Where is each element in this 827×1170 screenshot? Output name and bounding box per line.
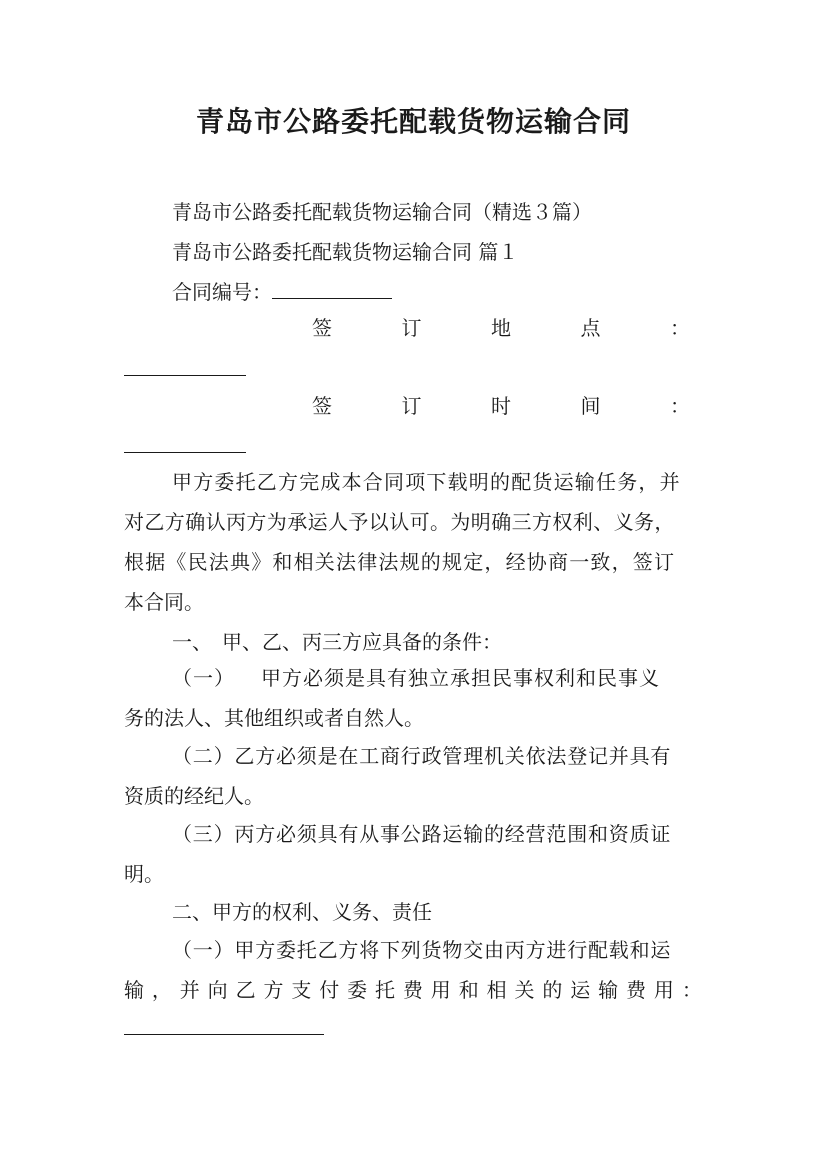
item-1-char: 输 <box>124 978 144 1002</box>
item-1-char: 并 <box>179 978 200 1002</box>
item-1-char: 用 <box>430 978 451 1002</box>
sign-time-char: 签 <box>312 394 332 418</box>
item-1-char: 向 <box>207 978 228 1002</box>
item-1-line: （一）甲方委托乙方将下列货物交由丙方进行配载和运 <box>172 938 672 962</box>
item-1-char: 费 <box>402 978 423 1002</box>
sign-time-blank <box>124 452 246 453</box>
section-heading: 青岛市公路委托配载货物运输合同 篇１ <box>172 240 519 264</box>
item-1-justified-line <box>124 976 702 1004</box>
condition-3-line: （三）丙方必须具有从事公路运输的经营范围和资质证 <box>172 822 672 846</box>
section1-heading: 一、 甲、乙、丙三方应具备的条件： <box>172 630 502 654</box>
item-1-char: ， <box>151 978 172 1002</box>
contract-number-blank <box>272 278 392 299</box>
item-1-char: 委 <box>347 978 368 1002</box>
item-1-char: 输 <box>598 978 619 1002</box>
sign-time-char: ： <box>670 394 690 418</box>
sign-time-char: 订 <box>401 394 422 418</box>
condition-1-line: 务的法人、其他组织或者自然人。 <box>124 706 424 730</box>
item-1-char: 方 <box>263 978 284 1002</box>
sign-time-row <box>312 392 690 420</box>
item-1-char: 费 <box>626 978 647 1002</box>
item-1-char: 付 <box>319 978 340 1002</box>
item-1-char: 运 <box>570 978 591 1002</box>
condition-1-text: 甲方必须是具有独立承担民事权利和民事义 <box>261 666 660 690</box>
condition-2-line: 资质的经纪人。 <box>124 784 264 808</box>
item-1-char: 托 <box>375 978 396 1002</box>
item-1-blank <box>124 1034 324 1035</box>
item-1-char: 的 <box>542 978 563 1002</box>
condition-1-prefix: （一） <box>172 666 235 690</box>
intro-line: 对乙方确认丙方为承运人予以认可。为明确三方权利、义务， <box>124 510 675 534</box>
condition-3-line: 明。 <box>124 862 164 886</box>
document-subtitle: 青岛市公路委托配载货物运输合同（精选３篇） <box>172 200 592 224</box>
sign-time-char: 间 <box>580 394 601 418</box>
sign-place-char: 地 <box>491 316 511 340</box>
item-1-char: 乙 <box>235 978 256 1002</box>
intro-line: 本合同。 <box>124 590 204 614</box>
document-title: 青岛市公路委托配载货物运输合同 <box>195 105 631 138</box>
sign-place-blank <box>124 375 246 376</box>
section2-heading: 二、甲方的权利、义务、责任 <box>172 900 432 924</box>
item-1-char: 支 <box>291 978 312 1002</box>
item-1-char: 相 <box>486 978 507 1002</box>
contract-number-label: 合同编号： <box>172 280 272 304</box>
contract-number-row <box>124 278 750 306</box>
item-1-char: 和 <box>458 978 479 1002</box>
sign-place-char: 签 <box>312 316 332 340</box>
intro-line: 根据《民法典》和相关法律法规的规定，经协商一致，签订 <box>124 550 676 574</box>
sign-place-row <box>312 314 690 342</box>
item-1-char: ： <box>681 978 702 1002</box>
sign-time-char: 时 <box>491 394 511 418</box>
item-1-char: 关 <box>514 978 535 1002</box>
intro-line: 甲方委托乙方完成本合同项下载明的配货运输任务，并 <box>172 470 681 494</box>
sign-place-char: ： <box>670 316 690 340</box>
condition-2-line: （二）乙方必须是在工商行政管理机关依法登记并具有 <box>172 744 672 768</box>
sign-place-char: 订 <box>401 316 422 340</box>
condition-1-line <box>172 664 702 692</box>
item-1-char: 用 <box>653 978 674 1002</box>
sign-place-char: 点 <box>580 316 601 340</box>
